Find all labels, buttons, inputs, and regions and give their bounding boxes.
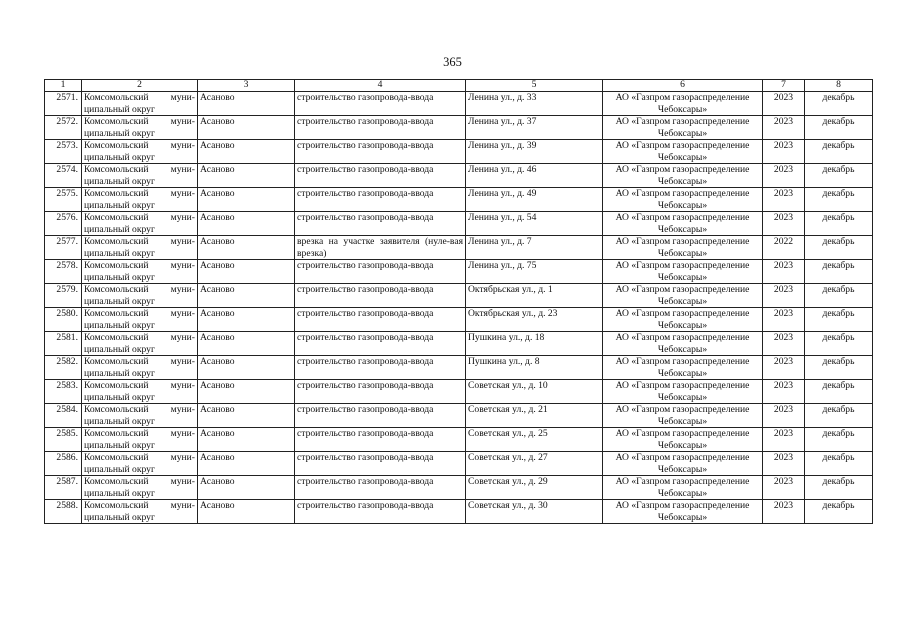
- row-number-cell: 2571.: [45, 92, 82, 116]
- table-row: [45, 404, 873, 428]
- address-cell: Пушкина ул., д. 8: [466, 356, 603, 380]
- organization-cell: АО «Газпром газораспределение Чебоксары»: [603, 260, 763, 284]
- row-number-cell: 2573.: [45, 140, 82, 164]
- month-cell: декабрь: [805, 476, 873, 500]
- organization-cell: АО «Газпром газораспределение Чебоксары»: [603, 332, 763, 356]
- organization-cell: АО «Газпром газораспределение Чебоксары»: [603, 284, 763, 308]
- address-cell: Советская ул., д. 27: [466, 452, 603, 476]
- month-cell: декабрь: [805, 332, 873, 356]
- work-type-cell: строительство газопровода-ввода: [295, 308, 466, 332]
- column-header: 7: [763, 80, 805, 92]
- table-row: [45, 212, 873, 236]
- table-row: [45, 308, 873, 332]
- table-row: [45, 92, 873, 116]
- month-cell: декабрь: [805, 236, 873, 260]
- table-row: [45, 452, 873, 476]
- settlement-cell: Асаново: [198, 428, 295, 452]
- year-cell: 2023: [763, 428, 805, 452]
- column-header: 1: [45, 80, 82, 92]
- district-cell: Комсомольский муни-ципальный округ: [82, 428, 198, 452]
- organization-cell: АО «Газпром газораспределение Чебоксары»: [603, 404, 763, 428]
- month-cell: декабрь: [805, 116, 873, 140]
- district-cell: Комсомольский муни-ципальный округ: [82, 404, 198, 428]
- district-cell: Комсомольский муни-ципальный округ: [82, 260, 198, 284]
- table-row: [45, 164, 873, 188]
- column-header: 8: [805, 80, 873, 92]
- year-cell: 2023: [763, 164, 805, 188]
- work-type-cell: строительство газопровода-ввода: [295, 284, 466, 308]
- row-number-cell: 2582.: [45, 356, 82, 380]
- district-cell: Комсомольский муни-ципальный округ: [82, 164, 198, 188]
- address-cell: Советская ул., д. 25: [466, 428, 603, 452]
- month-cell: декабрь: [805, 92, 873, 116]
- table-row: [45, 188, 873, 212]
- address-cell: Ленина ул., д. 39: [466, 140, 603, 164]
- column-header: 3: [198, 80, 295, 92]
- settlement-cell: Асаново: [198, 284, 295, 308]
- month-cell: декабрь: [805, 500, 873, 524]
- settlement-cell: Асаново: [198, 164, 295, 188]
- settlement-cell: Асаново: [198, 356, 295, 380]
- work-type-cell: строительство газопровода-ввода: [295, 212, 466, 236]
- column-header: 5: [466, 80, 603, 92]
- work-type-cell: строительство газопровода-ввода: [295, 404, 466, 428]
- table-row: [45, 476, 873, 500]
- organization-cell: АО «Газпром газораспределение Чебоксары»: [603, 188, 763, 212]
- settlement-cell: Асаново: [198, 212, 295, 236]
- column-header: 2: [82, 80, 198, 92]
- organization-cell: АО «Газпром газораспределение Чебоксары»: [603, 212, 763, 236]
- district-cell: Комсомольский муни-ципальный округ: [82, 476, 198, 500]
- organization-cell: АО «Газпром газораспределение Чебоксары»: [603, 308, 763, 332]
- address-cell: Октябрьская ул., д. 23: [466, 308, 603, 332]
- address-cell: Пушкина ул., д. 18: [466, 332, 603, 356]
- settlement-cell: Асаново: [198, 476, 295, 500]
- page-number: 365: [443, 55, 462, 69]
- table-row: [45, 284, 873, 308]
- year-cell: 2023: [763, 332, 805, 356]
- table-row: [45, 428, 873, 452]
- district-cell: Комсомольский муни-ципальный округ: [82, 380, 198, 404]
- organization-cell: АО «Газпром газораспределение Чебоксары»: [603, 476, 763, 500]
- year-cell: 2023: [763, 284, 805, 308]
- address-cell: Ленина ул., д. 75: [466, 260, 603, 284]
- row-number-cell: 2586.: [45, 452, 82, 476]
- year-cell: 2023: [763, 92, 805, 116]
- row-number-cell: 2579.: [45, 284, 82, 308]
- address-cell: Советская ул., д. 29: [466, 476, 603, 500]
- row-number-cell: 2574.: [45, 164, 82, 188]
- table-row: [45, 380, 873, 404]
- settlement-cell: Асаново: [198, 452, 295, 476]
- work-type-cell: строительство газопровода-ввода: [295, 452, 466, 476]
- work-type-cell: строительство газопровода-ввода: [295, 188, 466, 212]
- district-cell: Комсомольский муни-ципальный округ: [82, 500, 198, 524]
- organization-cell: АО «Газпром газораспределение Чебоксары»: [603, 500, 763, 524]
- address-cell: Октябрьская ул., д. 1: [466, 284, 603, 308]
- year-cell: 2023: [763, 188, 805, 212]
- year-cell: 2023: [763, 116, 805, 140]
- district-cell: Комсомольский муни-ципальный округ: [82, 284, 198, 308]
- settlement-cell: Асаново: [198, 140, 295, 164]
- work-type-cell: строительство газопровода-ввода: [295, 164, 466, 188]
- year-cell: 2023: [763, 140, 805, 164]
- district-cell: Комсомольский муни-ципальный округ: [82, 332, 198, 356]
- district-cell: Комсомольский муни-ципальный округ: [82, 452, 198, 476]
- table-row: [45, 500, 873, 524]
- district-cell: Комсомольский муни-ципальный округ: [82, 116, 198, 140]
- work-type-cell: строительство газопровода-ввода: [295, 140, 466, 164]
- organization-cell: АО «Газпром газораспределение Чебоксары»: [603, 356, 763, 380]
- settlement-cell: Асаново: [198, 236, 295, 260]
- district-cell: Комсомольский муни-ципальный округ: [82, 236, 198, 260]
- work-type-cell: строительство газопровода-ввода: [295, 92, 466, 116]
- organization-cell: АО «Газпром газораспределение Чебоксары»: [603, 380, 763, 404]
- district-cell: Комсомольский муни-ципальный округ: [82, 140, 198, 164]
- organization-cell: АО «Газпром газораспределение Чебоксары»: [603, 236, 763, 260]
- organization-cell: АО «Газпром газораспределение Чебоксары»: [603, 452, 763, 476]
- year-cell: 2023: [763, 356, 805, 380]
- year-cell: 2023: [763, 500, 805, 524]
- settlement-cell: Асаново: [198, 308, 295, 332]
- row-number-cell: 2572.: [45, 116, 82, 140]
- work-type-cell: строительство газопровода-ввода: [295, 428, 466, 452]
- address-cell: Ленина ул., д. 7: [466, 236, 603, 260]
- district-cell: Комсомольский муни-ципальный округ: [82, 212, 198, 236]
- year-cell: 2023: [763, 308, 805, 332]
- month-cell: декабрь: [805, 188, 873, 212]
- year-cell: 2023: [763, 404, 805, 428]
- address-cell: Ленина ул., д. 54: [466, 212, 603, 236]
- settlement-cell: Асаново: [198, 500, 295, 524]
- row-number-cell: 2583.: [45, 380, 82, 404]
- year-cell: 2022: [763, 236, 805, 260]
- month-cell: декабрь: [805, 452, 873, 476]
- gasification-table: [44, 79, 873, 524]
- work-type-cell: строительство газопровода-ввода: [295, 380, 466, 404]
- address-cell: Советская ул., д. 10: [466, 380, 603, 404]
- month-cell: декабрь: [805, 140, 873, 164]
- address-cell: Ленина ул., д. 49: [466, 188, 603, 212]
- table-row: [45, 332, 873, 356]
- work-type-cell: строительство газопровода-ввода: [295, 260, 466, 284]
- row-number-cell: 2581.: [45, 332, 82, 356]
- address-cell: Ленина ул., д. 37: [466, 116, 603, 140]
- table-row: [45, 356, 873, 380]
- table-row: [45, 140, 873, 164]
- organization-cell: АО «Газпром газораспределение Чебоксары»: [603, 164, 763, 188]
- address-cell: Советская ул., д. 30: [466, 500, 603, 524]
- work-type-cell: строительство газопровода-ввода: [295, 356, 466, 380]
- address-cell: Ленина ул., д. 33: [466, 92, 603, 116]
- work-type-cell: строительство газопровода-ввода: [295, 116, 466, 140]
- row-number-cell: 2575.: [45, 188, 82, 212]
- month-cell: декабрь: [805, 356, 873, 380]
- row-number-cell: 2576.: [45, 212, 82, 236]
- settlement-cell: Асаново: [198, 332, 295, 356]
- district-cell: Комсомольский муни-ципальный округ: [82, 356, 198, 380]
- table-row: [45, 116, 873, 140]
- column-header: 4: [295, 80, 466, 92]
- year-cell: 2023: [763, 452, 805, 476]
- column-header: 6: [603, 80, 763, 92]
- district-cell: Комсомольский муни-ципальный округ: [82, 308, 198, 332]
- year-cell: 2023: [763, 212, 805, 236]
- organization-cell: АО «Газпром газораспределение Чебоксары»: [603, 140, 763, 164]
- row-number-cell: 2577.: [45, 236, 82, 260]
- table-row: [45, 260, 873, 284]
- row-number-cell: 2587.: [45, 476, 82, 500]
- work-type-cell: врезка на участке заявителя (нуле-вая врезка): [295, 236, 466, 260]
- table-body: [45, 92, 873, 524]
- month-cell: декабрь: [805, 380, 873, 404]
- month-cell: декабрь: [805, 212, 873, 236]
- settlement-cell: Асаново: [198, 404, 295, 428]
- month-cell: декабрь: [805, 260, 873, 284]
- month-cell: декабрь: [805, 164, 873, 188]
- month-cell: декабрь: [805, 308, 873, 332]
- month-cell: декабрь: [805, 428, 873, 452]
- address-cell: Советская ул., д. 21: [466, 404, 603, 428]
- district-cell: Комсомольский муни-ципальный округ: [82, 188, 198, 212]
- settlement-cell: Асаново: [198, 92, 295, 116]
- row-number-cell: 2584.: [45, 404, 82, 428]
- work-type-cell: строительство газопровода-ввода: [295, 332, 466, 356]
- settlement-cell: Асаново: [198, 116, 295, 140]
- month-cell: декабрь: [805, 284, 873, 308]
- year-cell: 2023: [763, 380, 805, 404]
- settlement-cell: Асаново: [198, 188, 295, 212]
- work-type-cell: строительство газопровода-ввода: [295, 500, 466, 524]
- row-number-cell: 2580.: [45, 308, 82, 332]
- settlement-cell: Асаново: [198, 260, 295, 284]
- month-cell: декабрь: [805, 404, 873, 428]
- row-number-cell: 2588.: [45, 500, 82, 524]
- organization-cell: АО «Газпром газораспределение Чебоксары»: [603, 92, 763, 116]
- work-type-cell: строительство газопровода-ввода: [295, 476, 466, 500]
- address-cell: Ленина ул., д. 46: [466, 164, 603, 188]
- row-number-cell: 2585.: [45, 428, 82, 452]
- district-cell: Комсомольский муни-ципальный округ: [82, 92, 198, 116]
- table-row: [45, 236, 873, 260]
- row-number-cell: 2578.: [45, 260, 82, 284]
- year-cell: 2023: [763, 260, 805, 284]
- year-cell: 2023: [763, 476, 805, 500]
- organization-cell: АО «Газпром газораспределение Чебоксары»: [603, 428, 763, 452]
- settlement-cell: Асаново: [198, 380, 295, 404]
- organization-cell: АО «Газпром газораспределение Чебоксары»: [603, 116, 763, 140]
- header-row: [45, 80, 873, 92]
